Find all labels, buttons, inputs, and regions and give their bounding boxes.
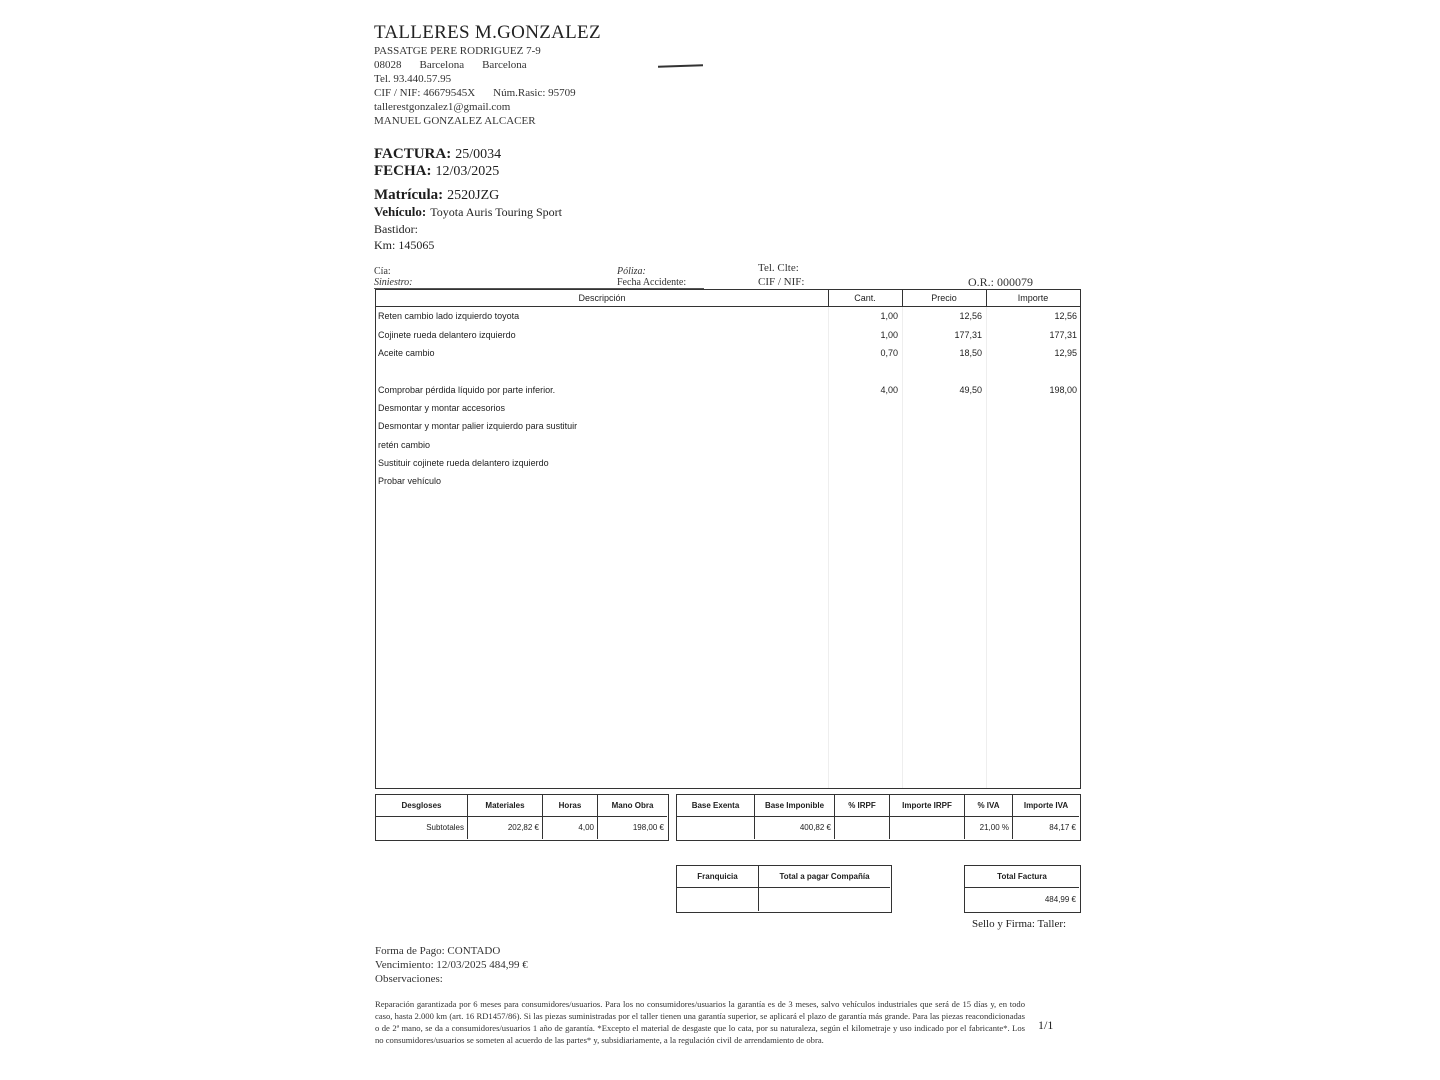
line-precio: 49,50 bbox=[959, 385, 982, 395]
company-address: PASSATGE PERE RODRIGUEZ 7-9 bbox=[374, 45, 541, 57]
or-number: O.R.: 000079 bbox=[968, 275, 1034, 289]
fecha-row bbox=[374, 162, 562, 180]
line-cant: 1,00 bbox=[880, 330, 898, 340]
bastidor-row bbox=[374, 222, 562, 237]
fecha-accidente-label: Fecha Accidente: bbox=[617, 277, 687, 288]
line-precio: 12,56 bbox=[959, 311, 982, 321]
matricula-value: 2520JZG bbox=[447, 188, 500, 203]
base-exenta-value bbox=[677, 817, 755, 839]
factura-label: FACTURA: bbox=[374, 146, 452, 162]
h-materiales: Materiales bbox=[468, 795, 543, 817]
matricula-label: Matrícula: bbox=[374, 187, 444, 203]
irpf-value bbox=[835, 817, 890, 839]
legal-text: Reparación garantizada por 6 meses para consumidores/usuarios. Para los no consumidores/usuarios la garantía es de 3 meses, salvo vehículos industriales que será de 15 días y, en todo caso, hasta 2.000 km (art. 16 RD1457/86). Si las piezas suministradas por el taller tienen una garantía superior, se aplicará el plazo de garantía más grande. Para las piezas reacondicionadas o de 2ª mano, se da a consumidores/usuarios 1 año de garantía. *Excepto el material de desgaste que lo cata, por su naturaleza, según el kilometraje y uso indicado por el fabricante*. Los no consumidores/usuarios se someten al acuerdo de las partes* y, subsidiariamente, a la regulación civil de arrendamiento de obra. bbox=[375, 999, 1025, 1045]
company-city: Barcelona bbox=[419, 59, 465, 71]
cia-label: Cía: bbox=[374, 266, 391, 277]
line-desc: Reten cambio lado izquierdo toyota bbox=[378, 311, 520, 321]
subtotal-materiales: 202,82 € bbox=[468, 817, 543, 839]
company-cif: CIF / NIF: 46679545X bbox=[374, 87, 476, 99]
line-cant: 4,00 bbox=[880, 385, 898, 395]
line-importe: 12,56 bbox=[1054, 311, 1077, 321]
line-desc: Desmontar y montar palier izquierdo para sustituir bbox=[378, 421, 578, 431]
factura-value: 25/0034 bbox=[455, 147, 502, 162]
h-importe-irpf: Importe IRPF bbox=[890, 795, 965, 817]
forma-pago: Forma de Pago: CONTADO bbox=[375, 945, 501, 957]
h-base-imponible: Base Imponible bbox=[755, 795, 835, 817]
col-divider bbox=[828, 290, 829, 307]
company-ids bbox=[374, 86, 601, 100]
h-franquicia: Franquicia bbox=[677, 866, 759, 888]
line-cant: 0,70 bbox=[880, 348, 898, 358]
line-importe: 12,95 bbox=[1054, 348, 1077, 358]
header-cant: Cant. bbox=[828, 290, 902, 307]
line-desc: Comprobar pérdida líquido por parte inferior. bbox=[378, 385, 556, 395]
invoice-info bbox=[374, 145, 562, 253]
subtotales-label: Subtotales bbox=[376, 817, 468, 839]
vehiculo-value: Toyota Auris Touring Sport bbox=[430, 205, 563, 219]
company-email: tallerestgonzalez1@gmail.com bbox=[374, 101, 511, 113]
company-province: Barcelona bbox=[482, 59, 527, 71]
line-importe: 177,31 bbox=[1049, 330, 1077, 340]
lines-table bbox=[375, 289, 1081, 789]
line-desc: Cojinete rueda delantero izquierdo bbox=[378, 330, 516, 340]
line-precio: 18,50 bbox=[959, 348, 982, 358]
line-desc: Probar vehículo bbox=[378, 476, 442, 486]
line-precio: 177,31 bbox=[954, 330, 982, 340]
km-label: Km: bbox=[374, 238, 396, 252]
h-importe-iva: Importe IVA bbox=[1013, 795, 1079, 817]
col-divider-faint bbox=[986, 307, 987, 788]
h-total-compania: Total a pagar Compañía bbox=[759, 866, 890, 888]
bastidor-label: Bastidor: bbox=[374, 222, 418, 236]
importe-iva-value: 84,17 € bbox=[1049, 823, 1076, 832]
total-value: 484,99 € bbox=[1044, 895, 1076, 904]
header-descripcion: Descripción bbox=[376, 290, 828, 307]
h-base-exenta: Base Exenta bbox=[677, 795, 755, 817]
franquicia-table bbox=[676, 865, 892, 913]
col-divider bbox=[986, 290, 987, 307]
company-owner: MANUEL GONZALEZ ALCACER bbox=[374, 115, 536, 127]
line-desc: retén cambio bbox=[378, 440, 431, 450]
poliza-label: Póliza: bbox=[617, 266, 646, 277]
fecha-label: FECHA: bbox=[374, 163, 432, 179]
line-desc: Sustituir cojinete rueda delantero izquierdo bbox=[378, 458, 549, 468]
matricula-row bbox=[374, 186, 562, 204]
header-precio: Precio bbox=[902, 290, 986, 307]
page-number: 1/1 bbox=[1038, 1018, 1054, 1032]
tax-table bbox=[676, 794, 1081, 841]
company-phone: Tel. 93.440.57.95 bbox=[374, 73, 452, 85]
sello-label: Sello y Firma: Taller: bbox=[972, 918, 1067, 930]
subtotal-mano-obra: 198,00 € bbox=[632, 823, 664, 832]
company-postal: 08028 bbox=[374, 59, 402, 71]
scan-mark bbox=[658, 64, 703, 68]
h-irpf: % IRPF bbox=[835, 795, 890, 817]
h-desglose: Desgloses bbox=[376, 795, 468, 817]
cif-nif-label: CIF / NIF: bbox=[758, 276, 805, 288]
company-reg: Núm.Rasic: 95709 bbox=[493, 87, 576, 99]
company-name: TALLERES M.GONZALEZ bbox=[374, 22, 601, 43]
payment-info bbox=[375, 944, 528, 986]
desglose-table bbox=[375, 794, 669, 841]
line-importe: 198,00 bbox=[1049, 385, 1077, 395]
total-table bbox=[964, 865, 1081, 913]
company-header bbox=[374, 22, 601, 128]
fecha-value: 12/03/2025 bbox=[435, 164, 500, 179]
base-imponible-value: 400,82 € bbox=[755, 817, 835, 839]
siniestro-label: Siniestro: bbox=[374, 277, 413, 288]
tel-clte-label: Tel. Clte: bbox=[758, 262, 799, 274]
total-label: Total Factura bbox=[965, 866, 1079, 888]
line-desc: Aceite cambio bbox=[378, 348, 435, 358]
vencimiento: Vencimiento: 12/03/2025 484,99 € bbox=[375, 959, 528, 971]
vehiculo-row bbox=[374, 203, 562, 221]
km-row bbox=[374, 238, 562, 253]
line-cant: 1,00 bbox=[880, 311, 898, 321]
iva-value: 21,00 % bbox=[965, 817, 1013, 839]
company-city-line bbox=[374, 58, 601, 72]
h-horas: Horas bbox=[543, 795, 598, 817]
subtotal-horas: 4,00 bbox=[543, 817, 598, 839]
observaciones: Observaciones: bbox=[375, 973, 443, 985]
header-importe: Importe bbox=[986, 290, 1080, 307]
vehiculo-label: Vehículo: bbox=[374, 204, 427, 219]
h-mano-obra: Mano Obra bbox=[598, 795, 667, 817]
franquicia-value bbox=[677, 888, 759, 911]
col-divider bbox=[902, 290, 903, 307]
col-divider-faint bbox=[902, 307, 903, 788]
km-value: 145065 bbox=[398, 238, 435, 252]
line-desc: Desmontar y montar accesorios bbox=[378, 403, 506, 413]
col-divider-faint bbox=[828, 307, 829, 788]
factura-row bbox=[374, 145, 562, 163]
h-iva: % IVA bbox=[965, 795, 1013, 817]
importe-irpf-value bbox=[890, 817, 965, 839]
